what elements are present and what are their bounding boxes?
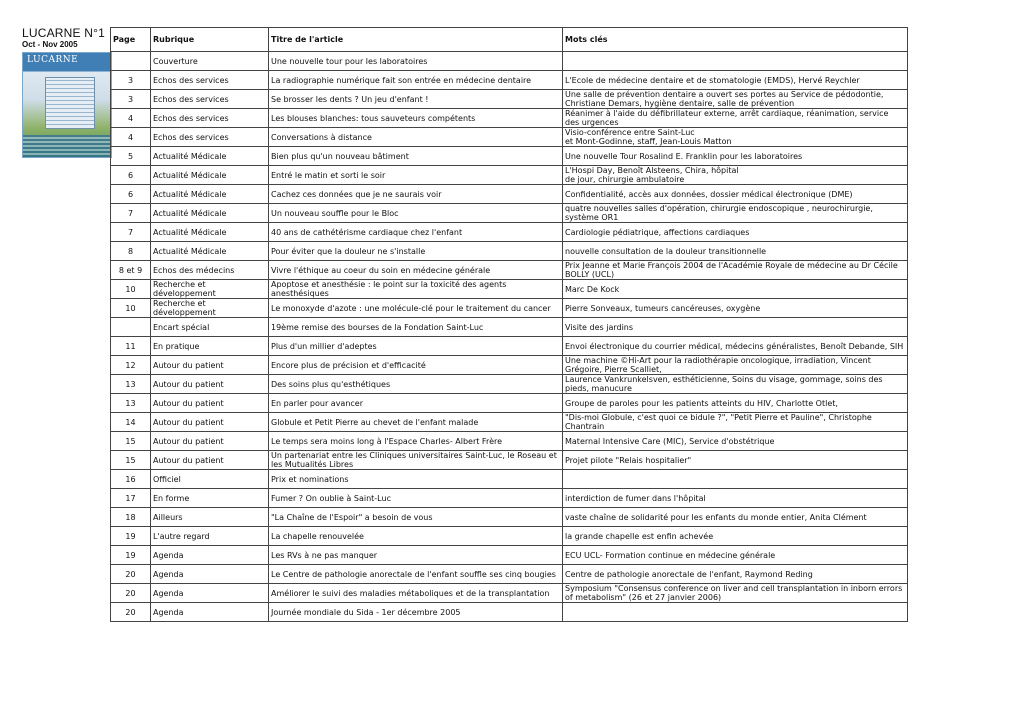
cell-rubrique: Encart spécial <box>151 318 269 337</box>
cell-page: 8 <box>111 242 151 261</box>
cell-page: 10 <box>111 280 151 299</box>
cell-page: 17 <box>111 489 151 508</box>
cell-titre: Se brosser les dents ? Un jeu d'enfant ! <box>269 90 563 109</box>
table-row <box>111 128 908 147</box>
cover-thumbnail <box>22 52 112 158</box>
cell-rubrique: Echos des services <box>151 128 269 147</box>
table-row <box>111 451 908 470</box>
table-row <box>111 413 908 432</box>
cell-rubrique: Recherche et développement <box>151 299 269 318</box>
cell-mots-cles: Confidentialité, accès aux données, dossier médical électronique (DME) <box>563 185 908 204</box>
cell-page: 5 <box>111 147 151 166</box>
cover-logo: LUCARNE <box>27 55 79 65</box>
table-row <box>111 394 908 413</box>
cell-page <box>111 52 151 71</box>
cell-rubrique: Ailleurs <box>151 508 269 527</box>
cell-page: 13 <box>111 375 151 394</box>
cell-titre: Le monoxyde d'azote : une molécule-clé pour le traitement du cancer <box>269 299 563 318</box>
cell-mots-cles: Centre de pathologie anorectale de l'enfant, Raymond Reding <box>563 565 908 584</box>
cell-titre: Des soins plus qu'esthétiques <box>269 375 563 394</box>
cell-page <box>111 318 151 337</box>
table-row <box>111 337 908 356</box>
cell-page: 20 <box>111 584 151 603</box>
table-row <box>111 71 908 90</box>
cell-page: 3 <box>111 71 151 90</box>
table-row <box>111 261 908 280</box>
cell-titre: Pour éviter que la douleur ne s'installe <box>269 242 563 261</box>
table-row <box>111 299 908 318</box>
table-header-row <box>111 28 908 52</box>
cell-titre: Prix et nominations <box>269 470 563 489</box>
cell-page: 19 <box>111 527 151 546</box>
cell-rubrique: Autour du patient <box>151 394 269 413</box>
table-row <box>111 280 908 299</box>
cell-mots-cles <box>563 52 908 71</box>
cell-rubrique: En forme <box>151 489 269 508</box>
cell-page: 3 <box>111 90 151 109</box>
cell-mots-cles: Laurence Vankrunkelsven, esthéticienne, Soins du visage, gommage, soins des pieds, manucure <box>563 375 908 394</box>
cell-mots-cles: Prix Jeanne et Marie François 2004 de l'Académie Royale de médecine au Dr Cécile BOLLY (UCL) <box>563 261 908 280</box>
cell-titre: Globule et Petit Pierre au chevet de l'enfant malade <box>269 413 563 432</box>
cell-mots-cles: L'Ecole de médecine dentaire et de stomatologie (EMDS), Hervé Reychler <box>563 71 908 90</box>
table-row <box>111 508 908 527</box>
cell-rubrique: Echos des services <box>151 90 269 109</box>
cell-titre: 19ème remise des bourses de la Fondation Saint-Luc <box>269 318 563 337</box>
table-row <box>111 166 908 185</box>
cell-page: 8 et 9 <box>111 261 151 280</box>
cell-mots-cles: Visite des jardins <box>563 318 908 337</box>
cell-mots-cles: Marc De Kock <box>563 280 908 299</box>
cell-page: 15 <box>111 451 151 470</box>
cell-titre: Fumer ? On oublie à Saint-Luc <box>269 489 563 508</box>
cell-page: 4 <box>111 109 151 128</box>
table-row <box>111 432 908 451</box>
cell-mots-cles: Une machine ©Hi-Art pour la radiothérapie oncologique, irradiation, Vincent Grégoire, Pierre Scalliet, <box>563 356 908 375</box>
cell-titre: Un nouveau souffle pour le Bloc <box>269 204 563 223</box>
cell-mots-cles: Une salle de prévention dentaire a ouvert ses portes au Service de pédodontie, Christiane Demars, hygiène dentaire, salle de prévention <box>563 90 908 109</box>
cell-rubrique: Agenda <box>151 584 269 603</box>
cell-rubrique: Actualité Médicale <box>151 147 269 166</box>
cell-titre: Une nouvelle tour pour les laboratoires <box>269 52 563 71</box>
table-row <box>111 147 908 166</box>
cell-mots-cles: Maternal Intensive Care (MIC), Service d'obstétrique <box>563 432 908 451</box>
cell-page: 4 <box>111 128 151 147</box>
table-row <box>111 584 908 603</box>
cell-rubrique: Autour du patient <box>151 451 269 470</box>
cell-titre: Entré le matin et sorti le soir <box>269 166 563 185</box>
cell-titre: Vivre l'éthique au coeur du soin en médecine générale <box>269 261 563 280</box>
cell-rubrique: Autour du patient <box>151 432 269 451</box>
cell-page: 13 <box>111 394 151 413</box>
header-rubrique: Rubrique <box>151 28 269 52</box>
table-row <box>111 109 908 128</box>
cover-building-image <box>45 77 95 129</box>
table-row <box>111 223 908 242</box>
cell-titre: Conversations à distance <box>269 128 563 147</box>
cell-rubrique: Agenda <box>151 603 269 622</box>
cell-page: 15 <box>111 432 151 451</box>
cell-rubrique: Actualité Médicale <box>151 166 269 185</box>
cell-page: 7 <box>111 223 151 242</box>
cell-titre: La chapelle renouvelée <box>269 527 563 546</box>
cell-mots-cles <box>563 603 908 622</box>
table-row <box>111 90 908 109</box>
cell-mots-cles: vaste chaîne de solidarité pour les enfants du monde entier, Anita Clément <box>563 508 908 527</box>
cell-mots-cles: L'Hospi Day, Benoît Alsteens, Chira, hôpital de jour, chirurgie ambulatoire <box>563 166 908 185</box>
cell-mots-cles: Réanimer à l'aide du défibrillateur externe, arrêt cardiaque, réanimation, service des urgences <box>563 109 908 128</box>
cell-rubrique: Officiel <box>151 470 269 489</box>
cell-mots-cles: quatre nouvelles salles d'opération, chirurgie endoscopique , neurochirurgie, système OR1 <box>563 204 908 223</box>
cell-mots-cles: ECU UCL- Formation continue en médecine générale <box>563 546 908 565</box>
cell-rubrique: Echos des médecins <box>151 261 269 280</box>
cell-titre: Les blouses blanches: tous sauveteurs compétents <box>269 109 563 128</box>
table-row <box>111 242 908 261</box>
table-row <box>111 546 908 565</box>
cell-titre: Un partenariat entre les Cliniques universitaires Saint-Luc, le Roseau et les Mutualités Libres <box>269 451 563 470</box>
table-row <box>111 565 908 584</box>
cell-page: 6 <box>111 185 151 204</box>
cell-mots-cles: Une nouvelle Tour Rosalind E. Franklin pour les laboratoires <box>563 147 908 166</box>
cell-rubrique: Autour du patient <box>151 356 269 375</box>
table-row <box>111 470 908 489</box>
cell-page: 20 <box>111 565 151 584</box>
table-row <box>111 204 908 223</box>
cell-page: 11 <box>111 337 151 356</box>
issue-block <box>22 27 112 158</box>
cell-rubrique: En pratique <box>151 337 269 356</box>
cell-rubrique: Echos des services <box>151 109 269 128</box>
cell-titre: "La Chaîne de l'Espoir" a besoin de vous <box>269 508 563 527</box>
table-row <box>111 489 908 508</box>
table-row <box>111 527 908 546</box>
cell-rubrique: Actualité Médicale <box>151 242 269 261</box>
cell-page: 10 <box>111 299 151 318</box>
cell-titre: Plus d'un millier d'adeptes <box>269 337 563 356</box>
cell-titre: La radiographie numérique fait son entrée en médecine dentaire <box>269 71 563 90</box>
cell-rubrique: Autour du patient <box>151 413 269 432</box>
cell-mots-cles: Envoi électronique du courrier médical, médecins généralistes, Benoît Debande, SIH <box>563 337 908 356</box>
cell-page: 6 <box>111 166 151 185</box>
cell-titre: Le temps sera moins long à l'Espace Charles- Albert Frère <box>269 432 563 451</box>
cell-page: 12 <box>111 356 151 375</box>
header-mots-cles: Mots clés <box>563 28 908 52</box>
cell-titre: Journée mondiale du Sida - 1er décembre 2005 <box>269 603 563 622</box>
cell-page: 7 <box>111 204 151 223</box>
cell-mots-cles: Pierre Sonveaux, tumeurs cancéreuses, oxygène <box>563 299 908 318</box>
cell-mots-cles: "Dis-moi Globule, c'est quoi ce bidule ?", "Petit Pierre et Pauline", Christophe Chantrain <box>563 413 908 432</box>
cell-page: 20 <box>111 603 151 622</box>
cell-rubrique: Agenda <box>151 565 269 584</box>
table-row <box>111 185 908 204</box>
cell-rubrique: Couverture <box>151 52 269 71</box>
cell-titre: 40 ans de cathétérisme cardiaque chez l'enfant <box>269 223 563 242</box>
header-page: Page <box>111 28 151 52</box>
cell-mots-cles: Symposium "Consensus conference on liver and cell transplantation in inborn errors of metabolism" (26 et 27 janvier 2006) <box>563 584 908 603</box>
cell-rubrique: Autour du patient <box>151 375 269 394</box>
cell-mots-cles: Cardiologie pédiatrique, affections cardiaques <box>563 223 908 242</box>
cell-rubrique: L'autre regard <box>151 527 269 546</box>
cell-titre: En parler pour avancer <box>269 394 563 413</box>
table-row <box>111 52 908 71</box>
cell-page: 14 <box>111 413 151 432</box>
cell-titre: Cachez ces données que je ne saurais voir <box>269 185 563 204</box>
cell-page: 18 <box>111 508 151 527</box>
table-row <box>111 356 908 375</box>
cell-mots-cles: interdiction de fumer dans l'hôpital <box>563 489 908 508</box>
cover-decoration <box>23 135 111 157</box>
cell-titre: Encore plus de précision et d'efficacité <box>269 356 563 375</box>
header-titre: Titre de l'article <box>269 28 563 52</box>
cell-titre: Les RVs à ne pas manquer <box>269 546 563 565</box>
cell-mots-cles: la grande chapelle est enfin achevée <box>563 527 908 546</box>
cell-titre: Le Centre de pathologie anorectale de l'enfant souffle ses cinq bougies <box>269 565 563 584</box>
cell-rubrique: Actualité Médicale <box>151 223 269 242</box>
issue-date: Oct - Nov 2005 <box>22 40 78 49</box>
cell-mots-cles: Groupe de paroles pour les patients atteints du HIV, Charlotte Otlet, <box>563 394 908 413</box>
cell-page: 19 <box>111 546 151 565</box>
table-row <box>111 375 908 394</box>
cell-mots-cles: Visio-conférence entre Saint-Luc et Mont-Godinne, staff, Jean-Louis Matton <box>563 128 908 147</box>
table-of-contents <box>110 27 908 622</box>
cell-mots-cles <box>563 470 908 489</box>
cell-rubrique: Echos des services <box>151 71 269 90</box>
cell-titre: Apoptose et anesthésie : le point sur la toxicité des agents anesthésiques <box>269 280 563 299</box>
cell-rubrique: Actualité Médicale <box>151 204 269 223</box>
cell-titre: Améliorer le suivi des maladies métaboliques et de la transplantation <box>269 584 563 603</box>
cell-mots-cles: Projet pilote "Relais hospitalier" <box>563 451 908 470</box>
cell-page: 16 <box>111 470 151 489</box>
issue-title: LUCARNE N°1 <box>22 26 106 40</box>
table-body <box>111 52 908 622</box>
table-row <box>111 603 908 622</box>
table-row <box>111 318 908 337</box>
cell-rubrique: Actualité Médicale <box>151 185 269 204</box>
cell-mots-cles: nouvelle consultation de la douleur transitionnelle <box>563 242 908 261</box>
cell-rubrique: Agenda <box>151 546 269 565</box>
cell-titre: Bien plus qu'un nouveau bâtiment <box>269 147 563 166</box>
cell-rubrique: Recherche et développement <box>151 280 269 299</box>
